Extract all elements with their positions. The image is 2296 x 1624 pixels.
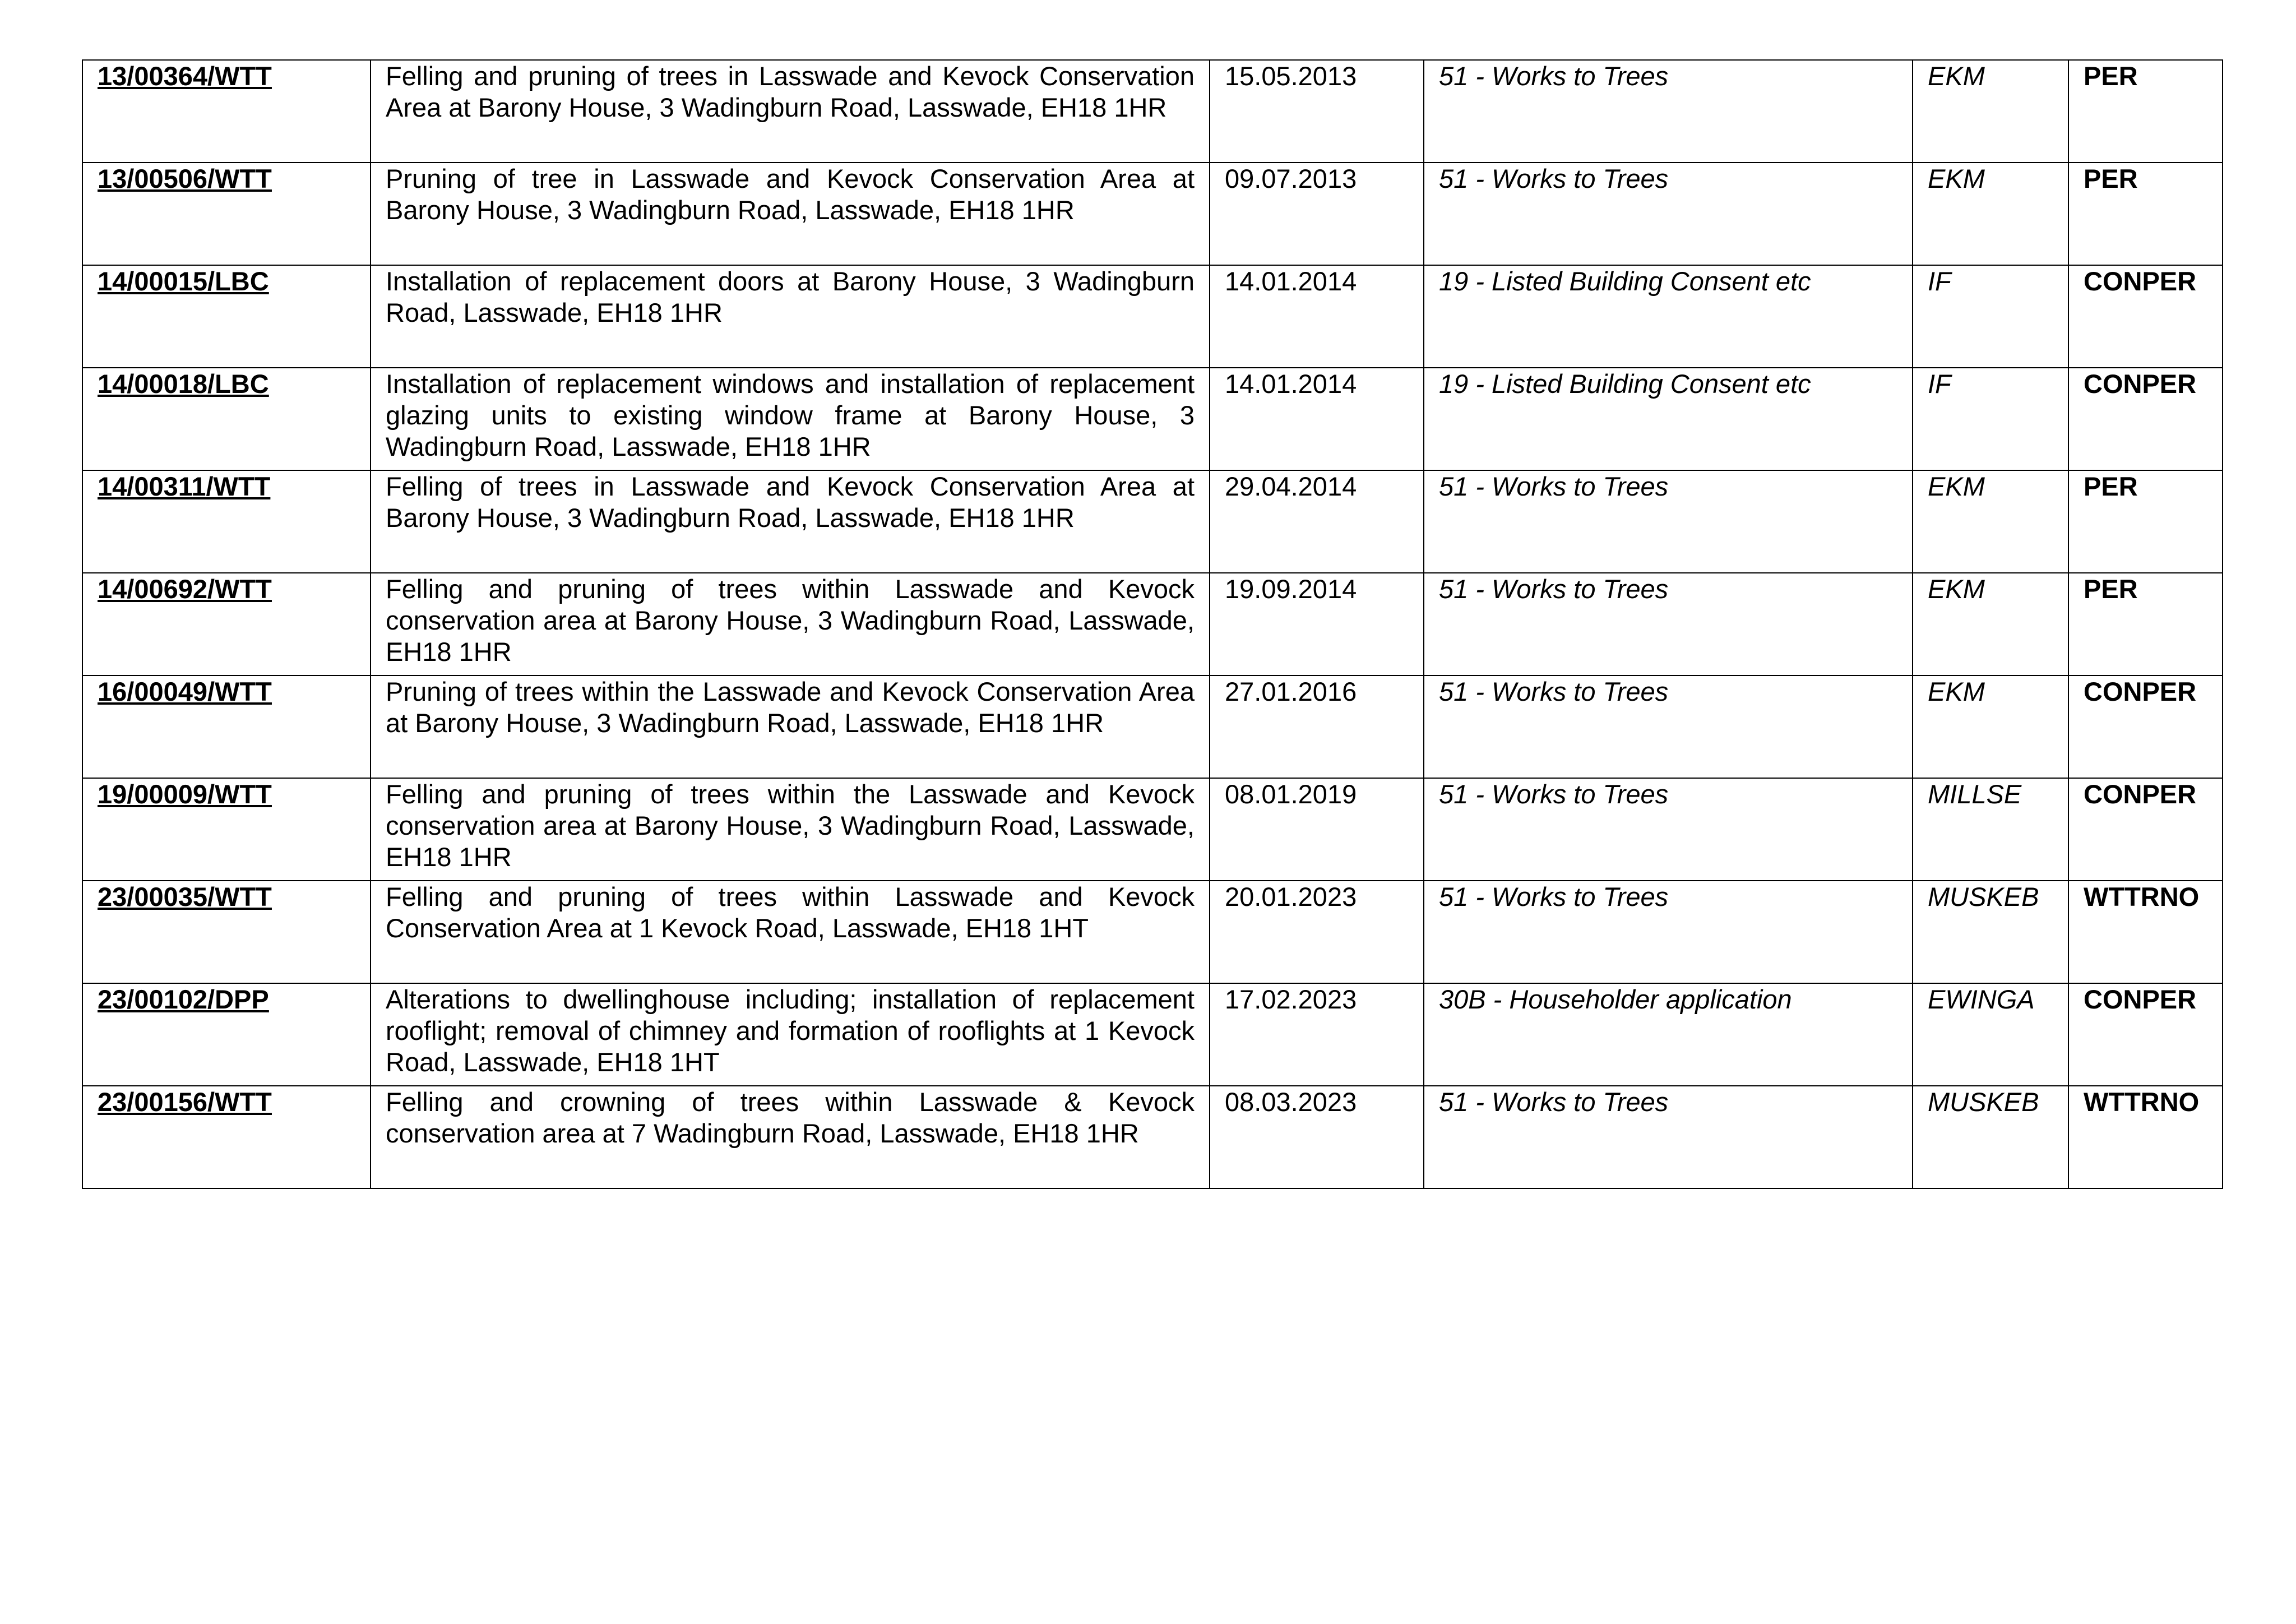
- application-type-cell: 19 - Listed Building Consent etc: [1424, 265, 1913, 368]
- application-type-cell: 51 - Works to Trees: [1424, 470, 1913, 573]
- date-cell: 19.09.2014: [1210, 573, 1424, 675]
- application-ref-link[interactable]: 14/00015/LBC: [98, 266, 269, 296]
- document-page: [82, 59, 2222, 1189]
- application-type-cell: 51 - Works to Trees: [1424, 1086, 1913, 1188]
- table-row: [82, 1086, 2223, 1188]
- application-ref-cell: [82, 881, 371, 983]
- application-ref-link[interactable]: 13/00506/WTT: [98, 164, 272, 193]
- decision-cell: CONPER: [2068, 778, 2223, 881]
- application-type-cell: 51 - Works to Trees: [1424, 778, 1913, 881]
- date-cell: 20.01.2023: [1210, 881, 1424, 983]
- application-ref-link[interactable]: 23/00102/DPP: [98, 984, 269, 1014]
- application-ref-link[interactable]: 23/00035/WTT: [98, 882, 272, 912]
- application-ref-cell: [82, 368, 371, 470]
- table-body: [82, 60, 2223, 1188]
- application-ref-link[interactable]: 13/00364/WTT: [98, 61, 272, 91]
- officer-cell: EKM: [1913, 573, 2068, 675]
- application-ref-link[interactable]: 14/00692/WTT: [98, 574, 272, 604]
- date-cell: 14.01.2014: [1210, 265, 1424, 368]
- table-row: [82, 163, 2223, 265]
- description-cell: Felling and pruning of trees within Lasswade and Kevock Conservation Area at 1 Kevock Road, Lasswade, EH18 1HT: [371, 881, 1210, 983]
- decision-cell: CONPER: [2068, 265, 2223, 368]
- description-cell: Pruning of tree in Lasswade and Kevock Conservation Area at Barony House, 3 Wadingburn Road, Lasswade, EH18 1HR: [371, 163, 1210, 265]
- application-ref-cell: [82, 675, 371, 778]
- table-row: [82, 60, 2223, 163]
- decision-cell: PER: [2068, 60, 2223, 163]
- application-ref-link[interactable]: 19/00009/WTT: [98, 779, 272, 809]
- officer-cell: IF: [1913, 265, 2068, 368]
- date-cell: 29.04.2014: [1210, 470, 1424, 573]
- table-row: [82, 983, 2223, 1086]
- table-row: [82, 265, 2223, 368]
- description-cell: Felling and pruning of trees within Lasswade and Kevock conservation area at Barony House, 3 Wadingburn Road, Lasswade, EH18 1HR: [371, 573, 1210, 675]
- decision-cell: CONPER: [2068, 983, 2223, 1086]
- description-cell: Installation of replacement doors at Barony House, 3 Wadingburn Road, Lasswade, EH18 1HR: [371, 265, 1210, 368]
- application-ref-cell: [82, 983, 371, 1086]
- date-cell: 08.01.2019: [1210, 778, 1424, 881]
- table-row: [82, 368, 2223, 470]
- officer-cell: MUSKEB: [1913, 1086, 2068, 1188]
- planning-applications-table: [82, 59, 2223, 1189]
- application-type-cell: 51 - Works to Trees: [1424, 881, 1913, 983]
- description-cell: Felling and crowning of trees within Lasswade & Kevock conservation area at 7 Wadingburn Road, Lasswade, EH18 1HR: [371, 1086, 1210, 1188]
- table-row: [82, 470, 2223, 573]
- application-ref-cell: [82, 265, 371, 368]
- description-cell: Felling and pruning of trees within the Lasswade and Kevock conservation area at Barony House, 3 Wadingburn Road, Lasswade, EH18 1HR: [371, 778, 1210, 881]
- date-cell: 27.01.2016: [1210, 675, 1424, 778]
- application-ref-cell: [82, 573, 371, 675]
- application-type-cell: 51 - Works to Trees: [1424, 573, 1913, 675]
- officer-cell: EKM: [1913, 60, 2068, 163]
- application-ref-cell: [82, 470, 371, 573]
- date-cell: 08.03.2023: [1210, 1086, 1424, 1188]
- officer-cell: EWINGA: [1913, 983, 2068, 1086]
- decision-cell: PER: [2068, 573, 2223, 675]
- description-cell: Pruning of trees within the Lasswade and Kevock Conservation Area at Barony House, 3 Wadingburn Road, Lasswade, EH18 1HR: [371, 675, 1210, 778]
- officer-cell: MILLSE: [1913, 778, 2068, 881]
- date-cell: 14.01.2014: [1210, 368, 1424, 470]
- officer-cell: IF: [1913, 368, 2068, 470]
- officer-cell: EKM: [1913, 675, 2068, 778]
- application-type-cell: 51 - Works to Trees: [1424, 60, 1913, 163]
- table-row: [82, 881, 2223, 983]
- application-ref-link[interactable]: 16/00049/WTT: [98, 677, 272, 706]
- decision-cell: PER: [2068, 163, 2223, 265]
- application-ref-cell: [82, 778, 371, 881]
- application-ref-cell: [82, 60, 371, 163]
- officer-cell: EKM: [1913, 163, 2068, 265]
- table-row: [82, 573, 2223, 675]
- decision-cell: PER: [2068, 470, 2223, 573]
- table-row: [82, 675, 2223, 778]
- application-ref-cell: [82, 1086, 371, 1188]
- description-cell: Installation of replacement windows and installation of replacement glazing units to existing window frame at Barony House, 3 Wadingburn Road, Lasswade, EH18 1HR: [371, 368, 1210, 470]
- decision-cell: WTTRNO: [2068, 1086, 2223, 1188]
- description-cell: Alterations to dwellinghouse including; installation of replacement rooflight; removal of chimney and formation of rooflights at 1 Kevock Road, Lasswade, EH18 1HT: [371, 983, 1210, 1086]
- officer-cell: EKM: [1913, 470, 2068, 573]
- application-type-cell: 51 - Works to Trees: [1424, 163, 1913, 265]
- decision-cell: WTTRNO: [2068, 881, 2223, 983]
- application-type-cell: 30B - Householder application: [1424, 983, 1913, 1086]
- decision-cell: CONPER: [2068, 368, 2223, 470]
- description-cell: Felling of trees in Lasswade and Kevock Conservation Area at Barony House, 3 Wadingburn Road, Lasswade, EH18 1HR: [371, 470, 1210, 573]
- date-cell: 15.05.2013: [1210, 60, 1424, 163]
- decision-cell: CONPER: [2068, 675, 2223, 778]
- application-type-cell: 51 - Works to Trees: [1424, 675, 1913, 778]
- application-ref-link[interactable]: 23/00156/WTT: [98, 1087, 272, 1117]
- officer-cell: MUSKEB: [1913, 881, 2068, 983]
- application-ref-link[interactable]: 14/00311/WTT: [98, 471, 271, 501]
- date-cell: 09.07.2013: [1210, 163, 1424, 265]
- application-ref-link[interactable]: 14/00018/LBC: [98, 369, 269, 399]
- application-type-cell: 19 - Listed Building Consent etc: [1424, 368, 1913, 470]
- application-ref-cell: [82, 163, 371, 265]
- description-cell: Felling and pruning of trees in Lasswade and Kevock Conservation Area at Barony House, 3 Wadingburn Road, Lasswade, EH18 1HR: [371, 60, 1210, 163]
- date-cell: 17.02.2023: [1210, 983, 1424, 1086]
- table-row: [82, 778, 2223, 881]
